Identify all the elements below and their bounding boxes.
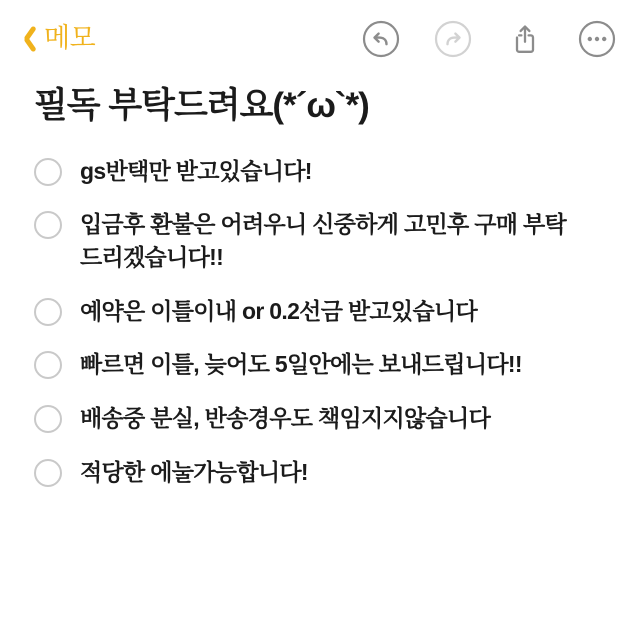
checkbox-icon[interactable]: [34, 211, 62, 239]
back-button-label: 메모: [44, 22, 96, 53]
page-title: 필독 부탁드려요(*´ω`*): [34, 86, 369, 125]
top-toolbar: [0, 0, 640, 78]
chevron-left-icon: [14, 22, 40, 56]
list-item: [34, 294, 610, 328]
more-icon[interactable]: [576, 18, 618, 60]
list-item: [34, 154, 610, 188]
checkbox-icon[interactable]: [34, 351, 62, 379]
back-button[interactable]: [14, 22, 95, 56]
toolbar-actions: [360, 18, 618, 60]
list-item-label: 빠르면 이틀, 늦어도 5일안에는 보내드립니다!!: [80, 351, 522, 378]
list-item: [34, 347, 610, 381]
share-icon[interactable]: [504, 18, 546, 60]
list-item: [34, 401, 610, 435]
list-item: [34, 207, 610, 273]
checkbox-icon[interactable]: [34, 405, 62, 433]
note-body: [0, 78, 640, 488]
list-item-label: 적당한 에눌가능합니다!: [80, 458, 308, 485]
checkbox-icon[interactable]: [34, 459, 62, 487]
list-item-label: 입금후 환불은 어려우니 신중하게 고민후 구매 부탁드리겠습니다!!: [80, 211, 567, 271]
redo-icon[interactable]: [432, 18, 474, 60]
list-item-label: 배송중 분실, 반송경우도 책임지지않습니다: [80, 405, 491, 432]
list-item-label: gs반택만 받고있습니다!: [80, 157, 312, 184]
checkbox-icon[interactable]: [34, 158, 62, 186]
list-item-label: 예약은 이틀이내 or 0.2선금 받고있습니다: [80, 297, 478, 324]
undo-icon[interactable]: [360, 18, 402, 60]
checkbox-icon[interactable]: [34, 298, 62, 326]
list-item: [34, 455, 610, 489]
